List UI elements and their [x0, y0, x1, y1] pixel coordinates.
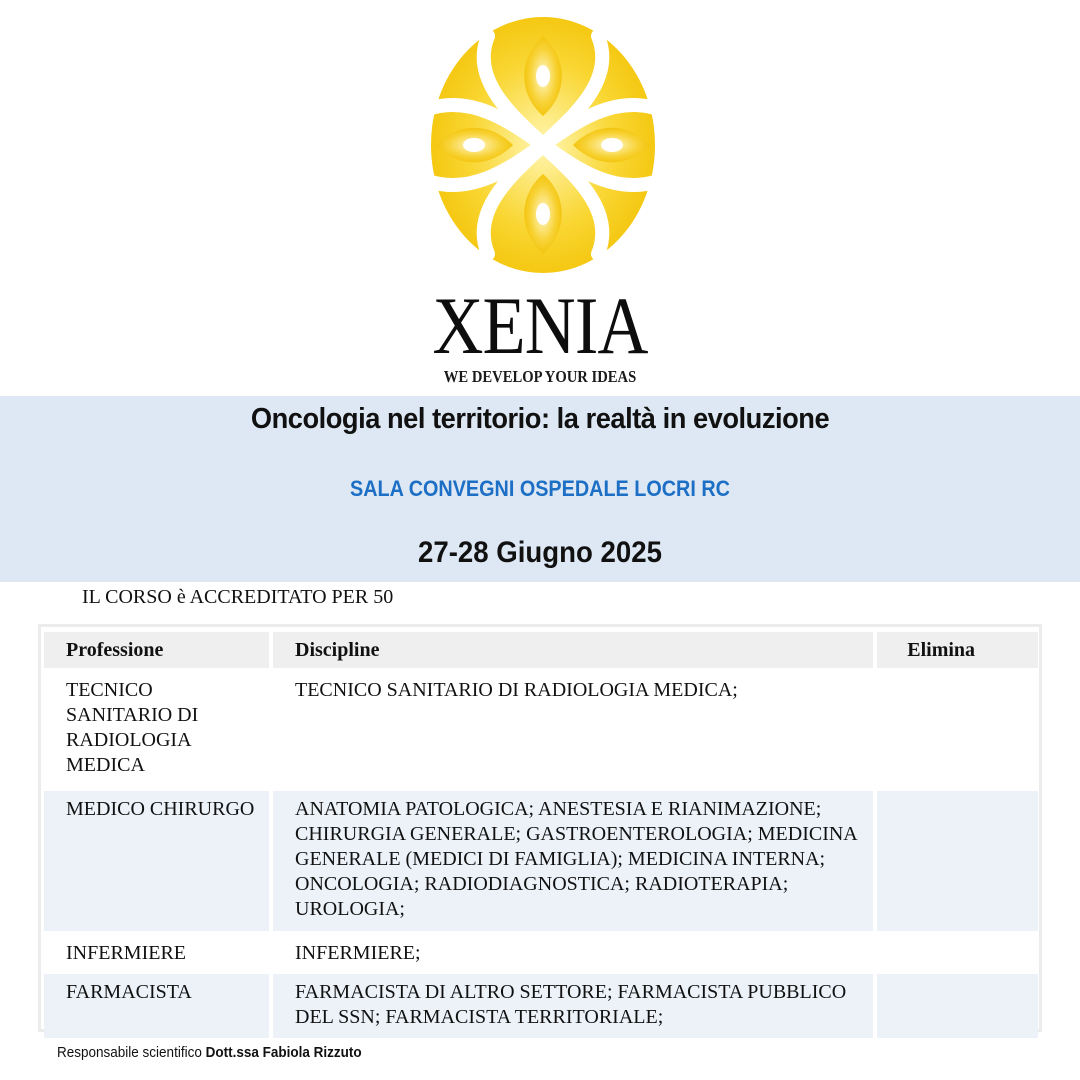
- cell-discipline: ANATOMIA PATOLOGICA; ANESTESIA E RIANIMAZIONE; CHIRURGIA GENERALE; GASTROENTEROLOGIA; MEDICINA GENERALE (MEDICI DI FAMIGLIA); MEDICINA INTERNA; ONCOLOGIA; RADIODIAGNOSTICA; RADIOTERAPIA; UROLOGIA;: [273, 787, 877, 931]
- event-venue: SALA CONVEGNI OSPEDALE LOCRI RC: [350, 476, 730, 501]
- table-row: [44, 787, 1038, 931]
- scientific-lead-name: Dott.ssa Fabiola Rizzuto: [205, 1044, 362, 1061]
- header-professione: Professione: [44, 632, 273, 668]
- cell-discipline: INFERMIERE;: [273, 931, 877, 970]
- cell-elimina[interactable]: [877, 787, 1038, 931]
- scientific-lead: [57, 1044, 362, 1061]
- header-elimina: Elimina: [877, 632, 1038, 668]
- event-title: Oncologia nel territorio: la realtà in evoluzione: [250, 403, 830, 435]
- cell-professione: MEDICO CHIRURGO: [44, 787, 273, 931]
- accreditation-note: IL CORSO è ACCREDITATO PER 50: [82, 586, 394, 608]
- header-discipline: Discipline: [273, 632, 877, 668]
- cell-discipline: TECNICO SANITARIO DI RADIOLOGIA MEDICA;: [273, 668, 877, 787]
- professions-table: [44, 632, 1038, 1038]
- table-header-row: [44, 632, 1038, 668]
- table-row: [44, 668, 1038, 787]
- scientific-lead-label: Responsabile scientifico: [57, 1044, 202, 1061]
- table-row: [44, 931, 1038, 970]
- cell-professione: TECNICO SANITARIO DI RADIOLOGIA MEDICA: [44, 668, 273, 787]
- cell-professione: INFERMIERE: [44, 931, 273, 970]
- logo: [0, 0, 1080, 392]
- cell-elimina[interactable]: [877, 668, 1038, 787]
- cell-elimina[interactable]: [877, 931, 1038, 970]
- logo-wordmark: XENIA: [432, 280, 648, 371]
- logo-tagline: WE DEVELOP YOUR IDEAS: [443, 367, 637, 386]
- table-row: [44, 970, 1038, 1038]
- cell-professione: FARMACISTA: [44, 970, 273, 1038]
- event-date: 27-28 Giugno 2025: [418, 536, 662, 569]
- cell-elimina[interactable]: [877, 970, 1038, 1038]
- xenia-emblem-icon: [428, 14, 658, 276]
- cell-discipline: FARMACISTA DI ALTRO SETTORE; FARMACISTA PUBBLICO DEL SSN; FARMACISTA TERRITORIALE;: [273, 970, 877, 1038]
